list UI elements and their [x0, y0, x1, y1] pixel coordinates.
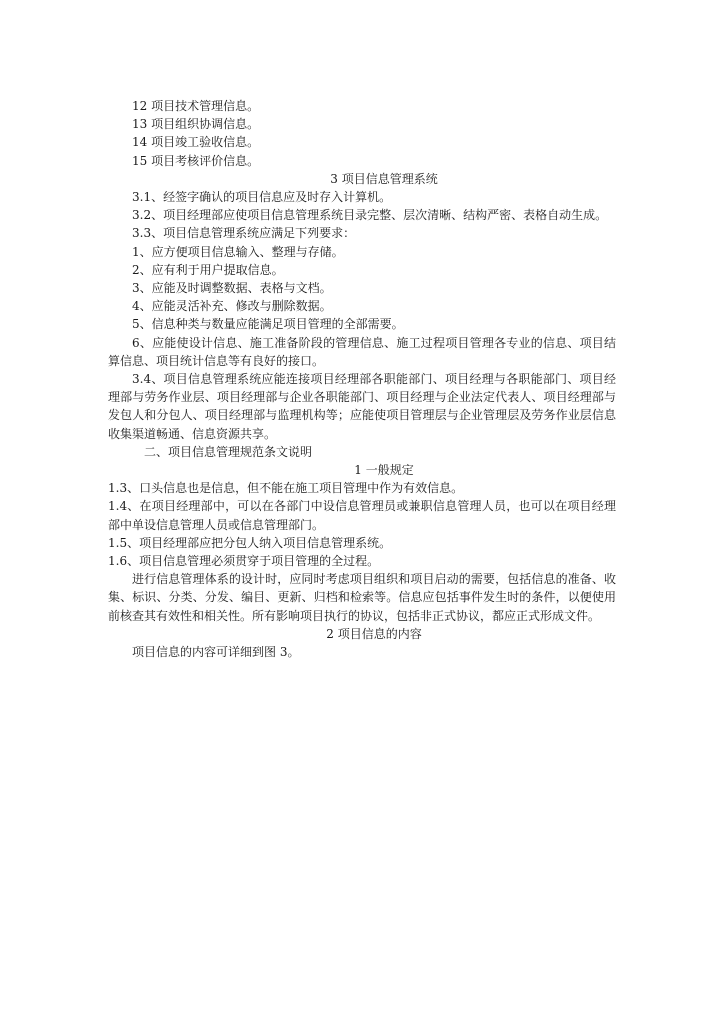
paragraph: 进行信息管理体系的设计时，应同时考虑项目组织和项目启动的需要，包括信息的准备、收集、标识、分类、分发、编目、更新、归档和检索等。信息应包括事件发生时的条件，以便使用前核查其有效性和相关性。所有影响项目执行的协议，包括非正式协议，都应正式形成文件。: [108, 572, 616, 623]
paragraph: 1.6、项目信息管理必须贯穿于项目管理的全过程。: [108, 554, 380, 569]
paragraph: 项目信息的内容可详细到图 3。: [132, 645, 300, 660]
list-item: 1、应方便项目信息输入、整理与存储。: [132, 244, 344, 259]
list-item: 13 项目组织协调信息。: [132, 117, 260, 132]
paragraph: 1.3、口头信息也是信息，但不能在施工项目管理中作为有效信息。: [108, 481, 464, 496]
list-item: 2、应有利于用户提取信息。: [132, 262, 284, 277]
document-page: [108, 97, 616, 661]
list-item: 5、信息种类与数量应能满足项目管理的全部需要。: [132, 317, 404, 332]
paragraph: 1.5、项目经理部应把分包人纳入项目信息管理系统。: [108, 535, 392, 550]
paragraph: 3.1、经签字确认的项目信息应及时存入计算机。: [132, 190, 392, 205]
list-item: 12 项目技术管理信息。: [132, 99, 260, 113]
subsection-heading: 1 一般规定: [354, 463, 414, 478]
list-item: 14 项目竣工验收信息。: [132, 135, 260, 150]
list-item: 4、应能灵活补充、修改与删除数据。: [132, 299, 332, 314]
section-heading: 二、项目信息管理规范条文说明: [144, 444, 313, 459]
list-item: 6、应能使设计信息、施工准备阶段的管理信息、施工过程项目管理各专业的信息、项目结算信息、项目统计信息等有良好的接口。: [108, 335, 616, 368]
paragraph: 3.2、项目经理部应使项目信息管理系统目录完整、层次清晰、结构严密、表格自动生成。: [132, 208, 608, 223]
list-item: 15 项目考核评价信息。: [132, 153, 260, 168]
subsection-heading: 2 项目信息的内容: [326, 626, 422, 641]
section-heading: 3 项目信息管理系统: [330, 171, 438, 186]
list-item: 3、应能及时调整数据、表格与文档。: [132, 281, 332, 296]
paragraph: 3.3、项目信息管理系统应满足下列要求：: [132, 226, 356, 241]
paragraph: 3.4、项目信息管理系统应能连接项目经理部各职能部门、项目经理与各职能部门、项目经理部与劳务作业层、项目经理部与企业各职能部门、项目经理与企业法定代表人、项目经理部与发包人和分包人、项目经理部与监理机构等；应能使项目管理层与企业管理层及劳务作业层信息收集渠道畅通、信息资源共享。: [108, 372, 616, 441]
paragraph: 1.4、在项目经理部中，可以在各部门中设信息管理员或兼职信息管理人员，也可以在项目经理部中单设信息管理人员或信息管理部门。: [108, 499, 616, 532]
